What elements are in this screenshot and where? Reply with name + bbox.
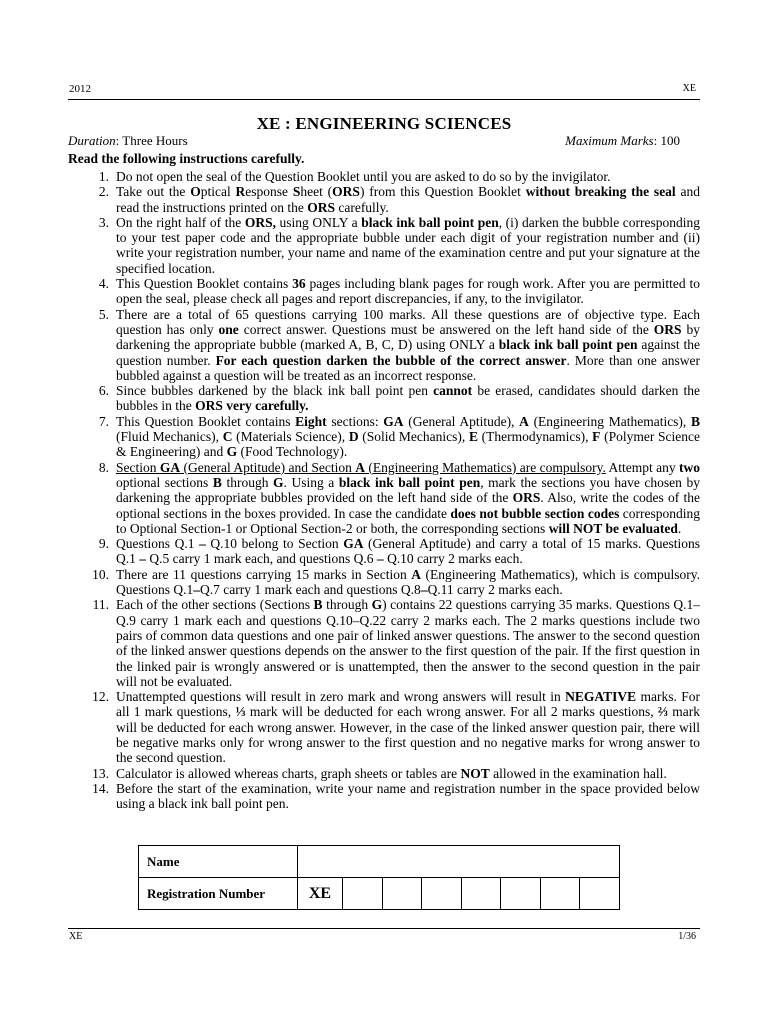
maximum-marks [565, 133, 680, 149]
instruction-number: 10. [92, 566, 109, 582]
instruction-text: Before the start of the examination, write your name and registration number in the space provided below using a black ink ball point pen. [116, 780, 700, 812]
registration-form [138, 845, 620, 910]
instruction-number: 13. [92, 765, 109, 781]
instruction-item [68, 184, 700, 215]
registration-digit-box[interactable] [382, 878, 422, 910]
instruction-text: On the right half of the ORS, using ONLY a black ink ball point pen, (i) darken the bubble corresponding to your test paper code and the appropriate bubble under each digit of your registration number and (ii) write your registration number, your name and name of the examination centre and put your signature at the specified location. [116, 214, 701, 276]
name-row [139, 846, 620, 878]
instruction-item [68, 567, 700, 598]
instruction-item [68, 597, 700, 689]
instruction-number: 14. [92, 780, 109, 796]
instruction-item [68, 215, 700, 276]
registration-digit-box[interactable] [461, 878, 501, 910]
instruction-item [68, 383, 700, 414]
instruction-item [68, 689, 700, 765]
duration [68, 133, 188, 149]
instruction-item [68, 169, 700, 184]
instruction-number: 3. [98, 214, 109, 230]
instruction-text: Questions Q.1 – Q.10 belong to Section GA (General Aptitude) and carry a total of 15 marks. Questions Q.1 – Q.5 carry 1 mark each, and questions Q.6 – Q.10 carry 2 marks each. [116, 536, 700, 567]
page-number: 1/36 [678, 931, 696, 942]
instruction-item [68, 276, 700, 307]
duration-label: Duration [68, 133, 116, 148]
instruction-item [68, 307, 700, 383]
instruction-item [68, 414, 700, 460]
instruction-text: Unattempted questions will result in zero mark and wrong answers will result in NEGATIVE marks. For all 1 mark questions, ⅓ mark will be deducted for each wrong answer. For all 2 marks questions, ⅔ mark will be deducted for each wrong answer. However, in the case of the linked answer question pair, there will be negative marks only for wrong answer to the first question and no negative marks for wrong answer to the second question. [116, 689, 700, 766]
registration-digit-box[interactable] [580, 878, 620, 910]
registration-digit-box[interactable] [343, 878, 383, 910]
instruction-number: 4. [98, 276, 109, 292]
registration-digit-box[interactable] [501, 878, 541, 910]
max-marks-value: : 100 [653, 133, 680, 148]
instruction-text: Each of the other sections (Sections B through G) contains 22 questions carrying 35 marks. Questions Q.1–Q.9 carry 1 mark each and questions Q.10–Q.22 carry 2 marks each. The 2 marks questions include two pairs of common data questions and one pair of linked answer questions. The answer to the second question of the linked answer questions depends on the answer to the first question of the pair. If the first question in the linked pair is wrongly answered or is unattempted, then the answer to the second question in the pair will not be evaluated. [116, 597, 700, 689]
instruction-item [68, 460, 700, 536]
instruction-text: Do not open the seal of the Question Booklet until you are asked to do so by the invigilator. [116, 169, 611, 184]
header-code: XE [682, 83, 696, 94]
instruction-number: 9. [98, 536, 109, 552]
instruction-item [68, 766, 700, 781]
instruction-number: 6. [98, 383, 109, 399]
instruction-number: 2. [98, 184, 109, 200]
page-title: XE : ENGINEERING SCIENCES [256, 114, 512, 133]
instructions-heading: Read the following instructions carefully. [68, 151, 305, 166]
name-field[interactable] [298, 846, 620, 878]
instruction-number: 7. [98, 413, 109, 429]
instruction-item [68, 781, 700, 812]
instruction-item [68, 536, 700, 567]
instruction-text: This Question Booklet contains Eight sections: GA (General Aptitude), A (Engineering Mathematics), B (Fluid Mechanics), C (Materials Science), D (Solid Mechanics), E (Thermodynamics), F (Polymer Science & Engineering) and G (Food Technology). [116, 413, 700, 460]
name-label: Name [139, 846, 298, 878]
instructions-list [68, 169, 700, 811]
instruction-number: 8. [98, 459, 109, 475]
instruction-number: 1. [98, 169, 109, 184]
duration-value: : Three Hours [115, 133, 188, 148]
header-year: 2012 [69, 83, 91, 95]
instruction-text: There are a total of 65 questions carrying 100 marks. All these questions are of objective type. Each question has only one correct answer. Questions must be answered on the left hand side of the ORS by darkening the appropriate bubble (marked A, B, C, D) using ONLY a black ink ball point pen against the question number. For each question darken the bubble of the correct answer. More than one answer bubbled against a question will be treated as an incorrect response. [116, 306, 700, 383]
footer-rule [68, 928, 700, 929]
instruction-number: 11. [92, 597, 109, 613]
instruction-number: 12. [92, 689, 109, 705]
footer-code: XE [69, 931, 83, 942]
instruction-text: Since bubbles darkened by the black ink ball point pen cannot be erased, candidates should darken the bubbles in the ORS very carefully. [116, 383, 700, 414]
registration-prefix: XE [298, 878, 343, 910]
instruction-text: Section GA (General Aptitude) and Section A (Engineering Mathematics) are compulsory. Attempt any two optional sections B through G. Using a black ink ball point pen, mark the sections you have chosen by darkening the appropriate bubbles provided on the left hand side of the ORS. Also, write the codes of the optional sections in the boxes provided. In case the candidate does not bubble section codes corresponding to Optional Section-1 or Optional Section-2 or both, the corresponding sections will NOT be evaluated. [116, 459, 701, 536]
registration-label: Registration Number [139, 878, 298, 910]
instruction-text: Take out the Optical Response Sheet (ORS) from this Question Booklet without breaking the seal and read the instructions printed on the ORS carefully. [116, 184, 700, 215]
instruction-text: There are 11 questions carrying 15 marks in Section A (Engineering Mathematics), which is compulsory. Questions Q.1–Q.7 carry 1 mark each and questions Q.8–Q.11 carry 2 marks each. [116, 566, 700, 598]
registration-row [139, 878, 620, 910]
max-marks-label: Maximum Marks [565, 133, 654, 148]
instruction-number: 5. [98, 306, 109, 322]
header-rule [68, 99, 700, 100]
instruction-text: This Question Booklet contains 36 pages including blank pages for rough work. After you are permitted to open the seal, please check all pages and report discrepancies, if any, to the invigilator. [116, 276, 700, 307]
registration-digit-box[interactable] [540, 878, 580, 910]
registration-digit-box[interactable] [422, 878, 462, 910]
instruction-text: Calculator is allowed whereas charts, graph sheets or tables are NOT allowed in the examination hall. [116, 765, 667, 781]
